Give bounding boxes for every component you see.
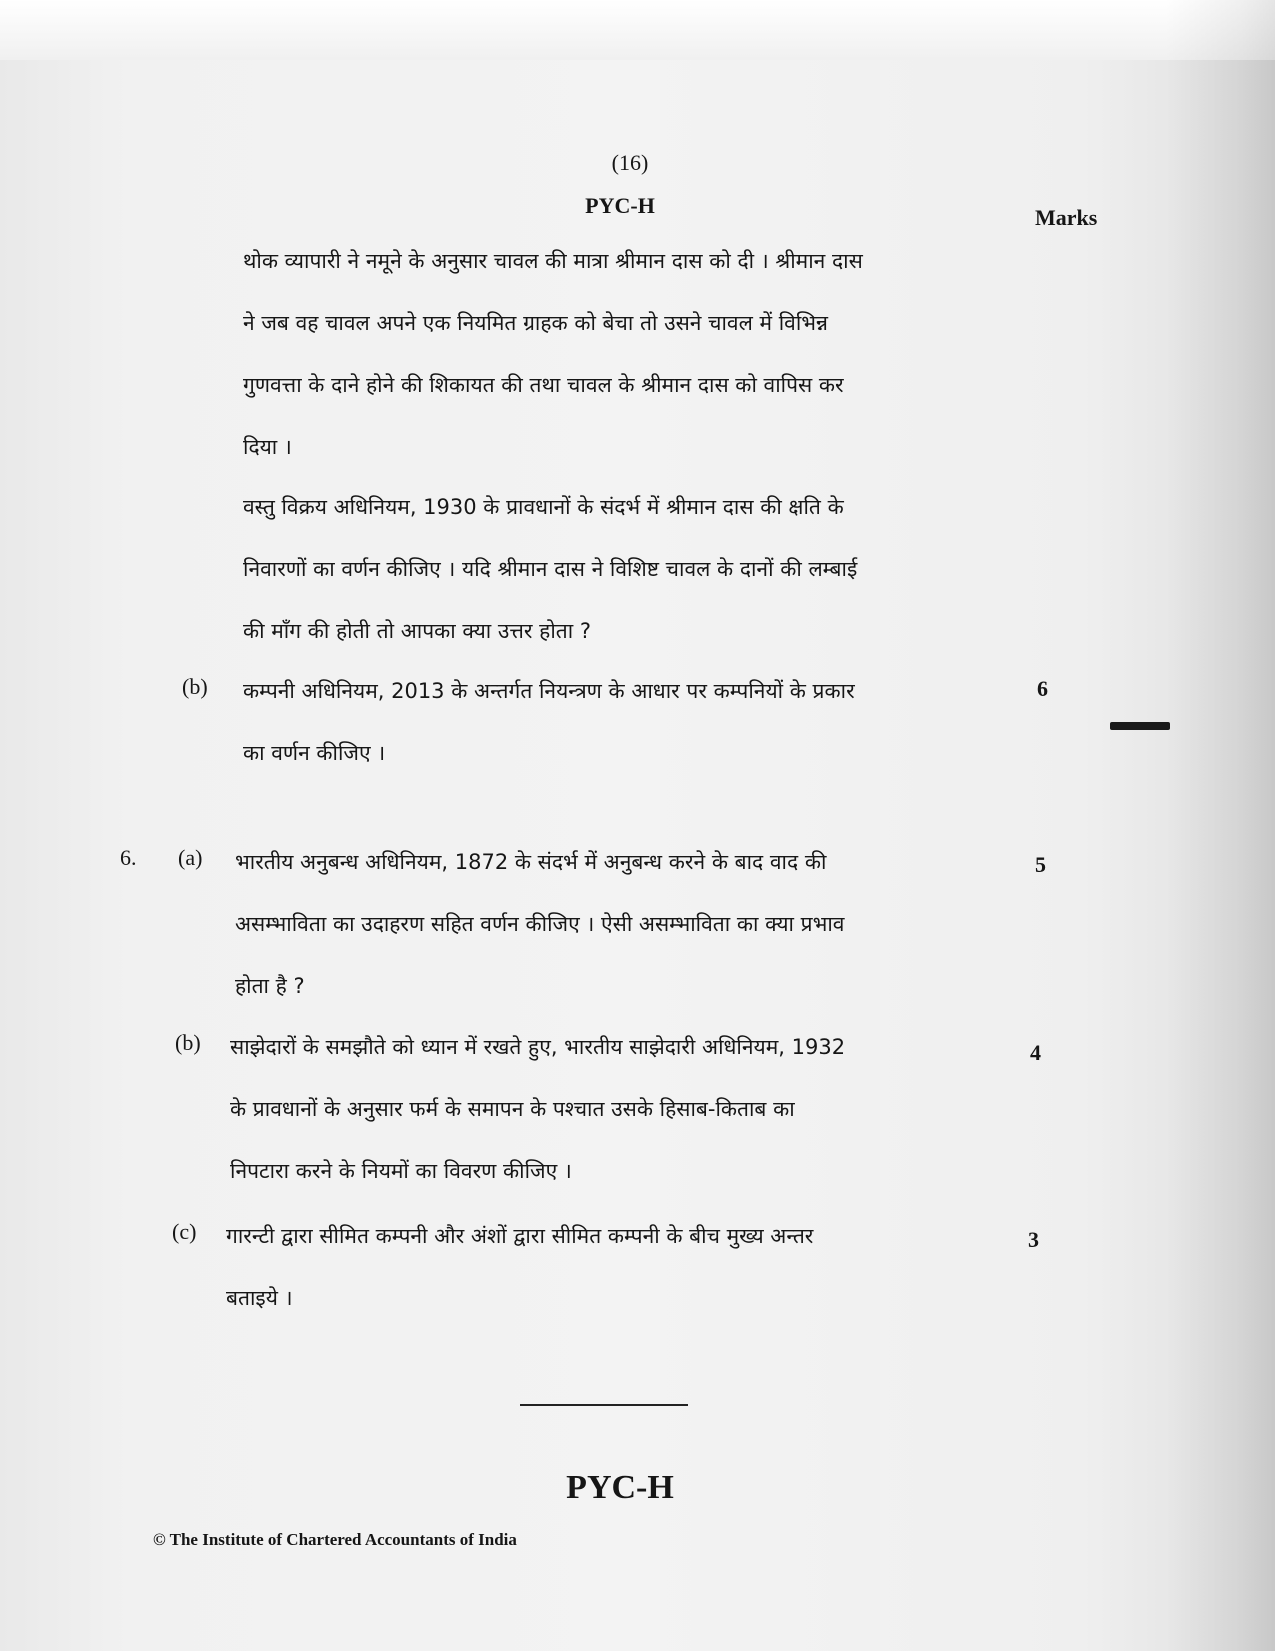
q5b-label: (b) bbox=[182, 674, 208, 699]
text-line: वस्तु विक्रय अधिनियम, 1930 के प्रावधानों के संदर्भ में श्रीमान दास की क्षति के bbox=[243, 495, 844, 519]
text-line: असम्भाविता का उदाहरण सहित वर्णन कीजिए । ऐसी असम्भाविता का क्या प्रभाव bbox=[235, 912, 845, 936]
end-of-paper-rule bbox=[520, 1404, 688, 1406]
text-line: थोक व्यापारी ने नमूने के अनुसार चावल की मात्रा श्रीमान दास को दी । श्रीमान दास bbox=[243, 249, 863, 273]
text-line: साझेदारों के समझौते को ध्यान में रखते हुए, भारतीय साझेदारी अधिनियम, 1932 bbox=[230, 1035, 846, 1059]
text-line: के प्रावधानों के अनुसार फर्म के समापन के पश्चात उसके हिसाब-किताब का bbox=[230, 1097, 795, 1121]
text-line: होता है ? bbox=[235, 974, 305, 998]
q6c-text bbox=[226, 1205, 1019, 1329]
page-right-shade bbox=[1165, 0, 1275, 1651]
page-number: (16) bbox=[611, 150, 649, 175]
text-line: गारन्टी द्वारा सीमित कम्पनी और अंशों द्वारा सीमित कम्पनी के बीच मुख्य अन्तर bbox=[226, 1224, 814, 1248]
q5a-scenario-text bbox=[243, 230, 1019, 478]
q6b-text bbox=[230, 1016, 1019, 1202]
q6a-marks: 5 bbox=[1035, 852, 1046, 877]
q6a-text bbox=[235, 831, 1019, 1017]
text-line: भारतीय अनुबन्ध अधिनियम, 1872 के संदर्भ में अनुबन्ध करने के बाद वाद की bbox=[235, 850, 827, 874]
copyright-notice: © The Institute of Chartered Accountants of India bbox=[153, 1530, 517, 1549]
q5a-question-text bbox=[243, 476, 1019, 662]
q5b-text bbox=[243, 660, 1019, 784]
text-line: निवारणों का वर्णन कीजिए । यदि श्रीमान दास ने विशिष्ट चावल के दानों की लम्बाई bbox=[243, 557, 858, 581]
page-top-shade bbox=[0, 0, 1275, 60]
text-line: बताइये । bbox=[226, 1286, 293, 1310]
text-line: निपटारा करने के नियमों का विवरण कीजिए । bbox=[230, 1159, 572, 1183]
q6b-marks: 4 bbox=[1030, 1040, 1041, 1065]
q6a-label: (a) bbox=[178, 845, 203, 870]
paper-code-footer: PYC-H bbox=[566, 1469, 674, 1506]
q6b-label: (b) bbox=[175, 1030, 201, 1055]
q5b-marks: 6 bbox=[1037, 676, 1048, 701]
text-line: कम्पनी अधिनियम, 2013 के अन्तर्गत नियन्त्रण के आधार पर कम्पनियों के प्रकार bbox=[243, 679, 855, 703]
text-line: गुणवत्ता के दाने होने की शिकायत की तथा चावल के श्रीमान दास को वापिस कर bbox=[243, 373, 844, 397]
text-line: दिया । bbox=[243, 435, 292, 459]
q6c-label: (c) bbox=[172, 1219, 197, 1244]
text-line: ने जब वह चावल अपने एक नियमित ग्राहक को बेचा तो उसने चावल में विभिन्न bbox=[243, 311, 828, 335]
q6c-marks: 3 bbox=[1028, 1227, 1039, 1252]
q6-number: 6. bbox=[120, 845, 137, 870]
paper-code-header: PYC-H bbox=[585, 193, 655, 218]
text-line: की माँग की होती तो आपका क्या उत्तर होता ? bbox=[243, 619, 592, 643]
text-line: का वर्णन कीजिए । bbox=[243, 741, 386, 765]
marks-column-heading: Marks bbox=[1035, 205, 1098, 230]
binder-mark bbox=[1110, 722, 1170, 730]
